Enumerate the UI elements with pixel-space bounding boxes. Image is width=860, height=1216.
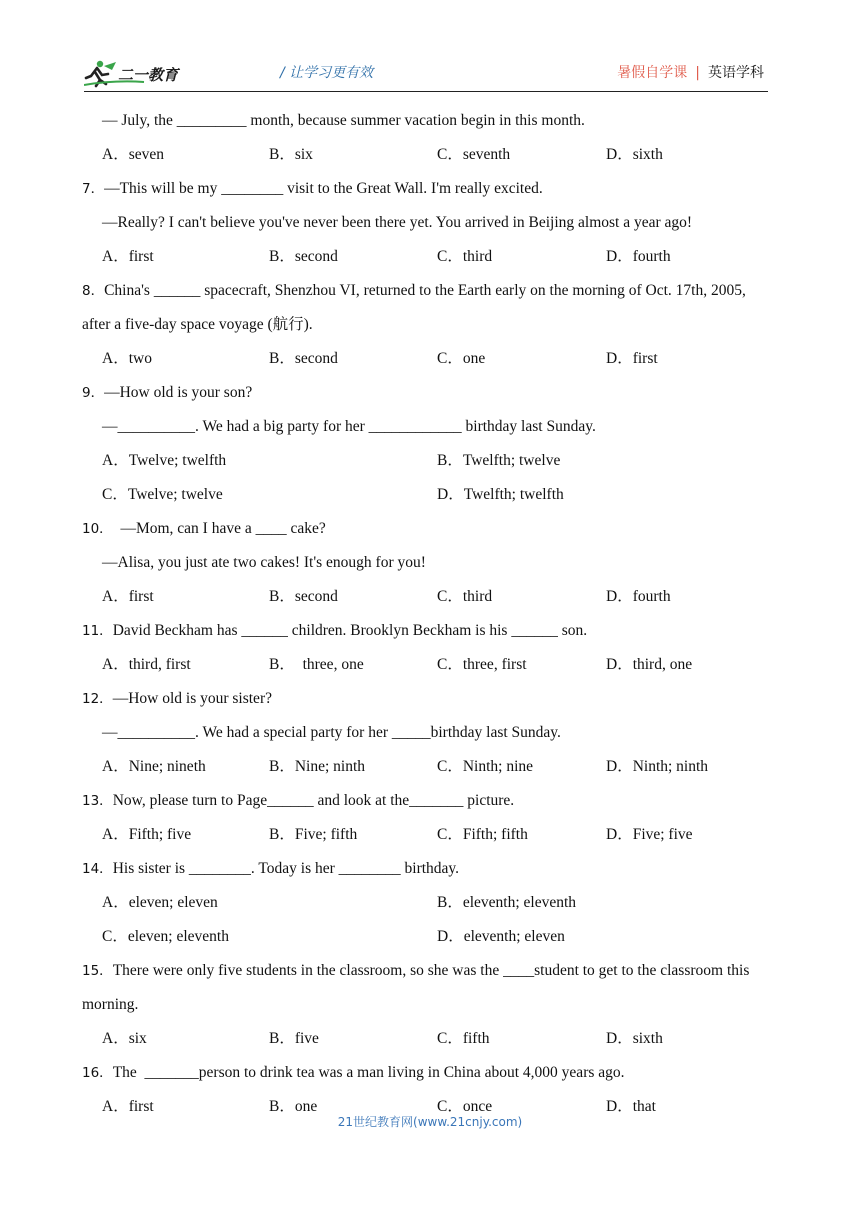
question-list [82, 104, 772, 1124]
question-10 [82, 512, 772, 546]
option-a: A．six [102, 1030, 147, 1047]
option-d: D．fourth [606, 588, 671, 605]
option-c: C．eleven; eleventh [102, 928, 229, 945]
question-7 [82, 172, 772, 206]
question-number: 7． [82, 181, 105, 197]
option-d: D．eleventh; eleven [437, 928, 565, 945]
question-8 [82, 274, 772, 308]
option-d: D．sixth [606, 1030, 663, 1047]
option-a: A．Nine; nineth [102, 758, 206, 775]
option-b: B．one [269, 1098, 318, 1115]
page-header [80, 50, 768, 90]
option-c: C．one [437, 350, 486, 367]
header-right [617, 62, 764, 82]
question-number: 15． [82, 963, 113, 979]
question-stem: —How old is your sister? [112, 690, 272, 707]
question-14-options-cd [82, 920, 772, 954]
option-a: A．first [102, 1098, 154, 1115]
option-a: A．first [102, 248, 154, 265]
option-b: B．second [269, 588, 338, 605]
question-15-options [82, 1022, 772, 1056]
option-c: C．fifth [437, 1030, 490, 1047]
question-6-stem: — July, the _________ month, because summer vacation begin in this month. [102, 112, 585, 129]
question-9-options-ab [82, 444, 772, 478]
option-a: A．seven [102, 146, 164, 163]
question-7-options [82, 240, 772, 274]
question-12-line2: —__________. We had a special party for her _____birthday last Sunday. [102, 724, 561, 741]
question-stem: China's ______ spacecraft, Shenzhou VI, returned to the Earth early on the morning of Oct. 17th, 2005, [104, 282, 746, 299]
question-16 [82, 1056, 772, 1090]
option-b: B．six [269, 146, 313, 163]
question-9-line2: —__________. We had a big party for her ____________ birthday last Sunday. [102, 418, 596, 435]
question-12 [82, 682, 772, 716]
option-c: C．Fifth; fifth [437, 826, 528, 843]
option-d: D．sixth [606, 146, 663, 163]
subject-label: 英语学科 [708, 65, 764, 81]
option-b: B． three, one [269, 656, 364, 673]
option-a: A．third, first [102, 656, 191, 673]
question-10-line2: —Alisa, you just ate two cakes! It's enough for you! [102, 554, 426, 571]
option-a: A．first [102, 588, 154, 605]
question-8-options [82, 342, 772, 376]
question-14 [82, 852, 772, 886]
question-stem: David Beckham has ______ children. Brooklyn Beckham is his ______ son. [112, 622, 588, 639]
question-stem: —This will be my ________ visit to the Great Wall. I'm really excited. [104, 180, 543, 197]
option-b: B．second [269, 248, 338, 265]
question-stem: —How old is your son? [104, 384, 253, 401]
course-label: 暑假自学课 [617, 65, 688, 81]
question-number: 13． [82, 793, 113, 809]
question-number: 11． [82, 623, 113, 639]
header-divider [84, 91, 768, 92]
question-14-options-ab [82, 886, 772, 920]
option-c: C．Twelve; twelve [102, 486, 223, 503]
option-c: C．Ninth; nine [437, 758, 534, 775]
question-13-options [82, 818, 772, 852]
option-b: B．second [269, 350, 338, 367]
question-10-options [82, 580, 772, 614]
question-number: 16． [82, 1065, 113, 1081]
question-number: 8． [82, 283, 105, 299]
option-c: C．seventh [437, 146, 511, 163]
option-d: D．fourth [606, 248, 671, 265]
question-number: 12． [82, 691, 113, 707]
option-a: A．two [102, 350, 152, 367]
question-12-options [82, 750, 772, 784]
svg-text:二一教育: 二一教育 [118, 66, 179, 84]
option-d: D．Twelfth; twelfth [437, 486, 564, 503]
option-b: B．five [269, 1030, 319, 1047]
question-13 [82, 784, 772, 818]
question-15-line2: morning. [82, 996, 139, 1013]
option-b: B．Twelfth; twelve [437, 452, 561, 469]
header-separator: | [695, 65, 700, 81]
option-c: C．once [437, 1098, 493, 1115]
option-d: D．Ninth; ninth [606, 758, 709, 775]
option-d: D．that [606, 1098, 656, 1115]
question-9 [82, 376, 772, 410]
option-d: D．third, one [606, 656, 693, 673]
option-b: B．Nine; ninth [269, 758, 366, 775]
question-15 [82, 954, 772, 988]
option-c: C．third [437, 588, 493, 605]
option-d: D．first [606, 350, 658, 367]
slogan: / 让学习更有效 [280, 65, 374, 81]
option-b: B．Five; fifth [269, 826, 358, 843]
option-d: D．Five; five [606, 826, 693, 843]
option-a: A．eleven; eleven [102, 894, 218, 911]
option-a: A．Fifth; five [102, 826, 192, 843]
question-number: 10． [82, 521, 113, 537]
question-number: 9． [82, 385, 105, 401]
question-6-options [82, 138, 772, 172]
question-9-options-cd [82, 478, 772, 512]
question-8-line2: after a five-day space voyage (航行). [82, 316, 313, 333]
question-stem: His sister is ________. Today is her ________ birthday. [112, 860, 460, 877]
option-b: B．eleventh; eleventh [437, 894, 577, 911]
page-footer: 21世纪教育网(www.21cnjy.com) [337, 1115, 523, 1129]
option-c: C．three, first [437, 656, 527, 673]
logo [84, 58, 194, 88]
question-stem: Now, please turn to Page______ and look at the_______ picture. [112, 792, 515, 809]
question-number: 14． [82, 861, 113, 877]
question-stem: There were only five students in the classroom, so she was the ____student to get to the classroom this [112, 962, 750, 979]
question-7-line2: —Really? I can't believe you've never been there yet. You arrived in Beijing almost a year ago! [102, 214, 693, 231]
option-c: C．third [437, 248, 493, 265]
question-11-options [82, 648, 772, 682]
question-11 [82, 614, 772, 648]
question-stem: The _______person to drink tea was a man living in China about 4,000 years ago. [112, 1064, 625, 1081]
option-a: A．Twelve; twelfth [102, 452, 227, 469]
question-stem: —Mom, can I have a ____ cake? [112, 520, 326, 537]
